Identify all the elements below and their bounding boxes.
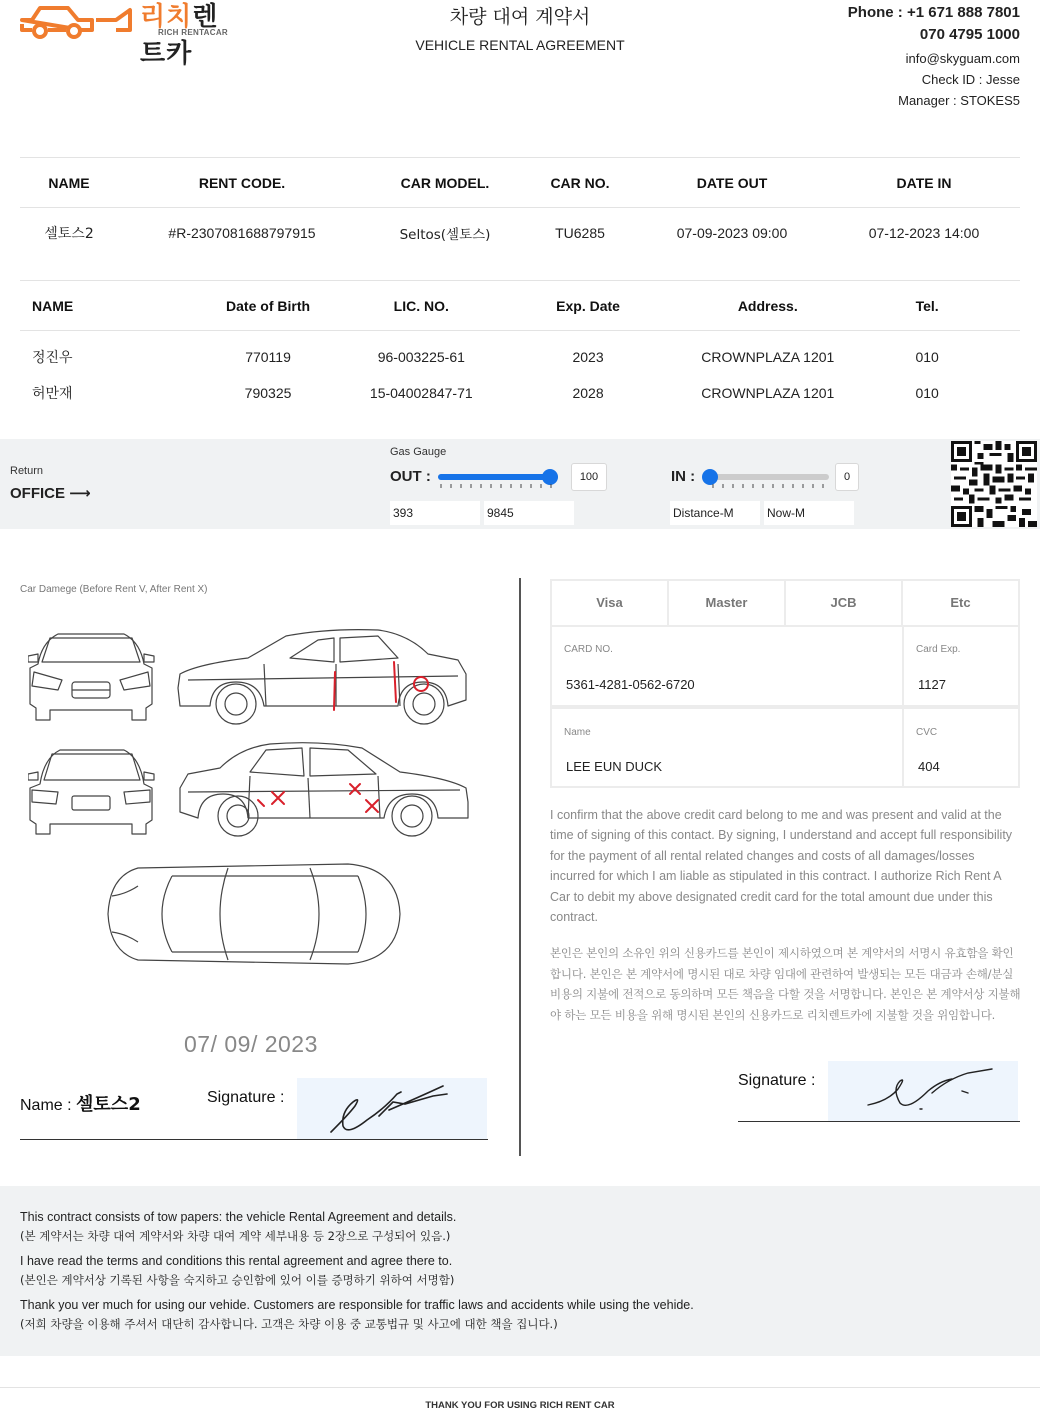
- title-korean: 차량 대여 계약서: [449, 6, 591, 28]
- card-holder-field[interactable]: [550, 707, 902, 788]
- car-model-cell: Seltos(셀토스): [399, 226, 491, 243]
- gas-in-value: 0: [835, 463, 859, 491]
- card-signature-line: [738, 1121, 1020, 1122]
- exp-date-cell: 2028: [572, 384, 604, 401]
- signer-name: Name : 셀토스2: [20, 1094, 141, 1115]
- card-holder-label: Name: [564, 727, 591, 738]
- driver-name-cell: 허만재: [32, 385, 73, 402]
- qr-code-icon: [950, 441, 1038, 527]
- gas-out-value: 100: [571, 463, 607, 491]
- card-type-visa[interactable]: Visa: [552, 581, 669, 625]
- col-header: Tel.: [834, 281, 1020, 331]
- signature-label: Signature :: [207, 1089, 285, 1106]
- col-header: RENT CODE.: [118, 158, 366, 208]
- rent-code-cell: #R-2307081688797915: [168, 224, 316, 241]
- table-row: [20, 208, 1020, 258]
- notice-line-en: Thank you ver much for using our vehide. Customers are responsible for traffic laws and accidents while using the vehide.: [20, 1298, 694, 1312]
- car-front-view-icon: [28, 634, 154, 720]
- gas-in-slider[interactable]: [704, 474, 829, 480]
- rental-header-row: [20, 158, 1020, 208]
- title-english: VEHICLE RENTAL AGREEMENT: [415, 37, 625, 53]
- col-header: DATE OUT: [636, 158, 828, 208]
- signature-image: [297, 1078, 487, 1140]
- notice-line-ko: (본 계약서는 차량 대여 계약서와 차량 대여 계약 세부내용 등 2장으로 구성되어 있음.): [20, 1229, 451, 1243]
- footer-thanks: THANK YOU FOR USING RICH RENT CAR: [425, 1400, 615, 1411]
- damage-mark-x: [272, 792, 284, 804]
- arrow-right-icon: ⟶: [69, 485, 91, 502]
- col-header: CAR MODEL.: [366, 158, 524, 208]
- damage-mark-before: [334, 672, 335, 710]
- card-confirm-english: I confirm that the above credit card belong to me and was present and valid at the time of signing of this contact. By signing, I understand and accept full responsibility for the payment of all rental related changes and costs of all damages/losses incurred for which I am liable as stipulated in this contract. I authorize Rich Rent A Car to debit my above designated credit card for the total amount due under this contract.: [550, 808, 1013, 925]
- notice-line-ko: (저희 차량을 이용해 주셔서 대단히 감사합니다. 고객은 차량 이용 중 교통법규 및 사고에 대한 책을 집니다.): [20, 1317, 558, 1331]
- tel-cell: 010: [915, 348, 939, 365]
- card-exp-field[interactable]: [902, 627, 1020, 707]
- card-type-jcb[interactable]: JCB: [786, 581, 903, 625]
- date-out-cell: 07-09-2023 09:00: [676, 224, 788, 241]
- gas-out-slider-handle[interactable]: [542, 469, 558, 485]
- col-header: LIC. NO.: [368, 281, 475, 331]
- col-header: CAR NO.: [524, 158, 636, 208]
- car-rear-view-icon: [28, 750, 154, 834]
- col-header: NAME: [20, 281, 168, 331]
- card-type-etc[interactable]: Etc: [950, 595, 971, 610]
- email-text: info@skyguam.com: [905, 51, 1020, 66]
- logo-subtitle: RICH RENTACAR: [158, 28, 228, 37]
- date-in-cell: 07-12-2023 14:00: [868, 224, 980, 241]
- gas-out-label: OUT :: [390, 468, 431, 485]
- mileage-field[interactable]: 9845: [484, 501, 574, 525]
- contact-info: [848, 4, 1020, 111]
- driver-name-cell: 정진우: [32, 349, 73, 366]
- phone-primary: Phone : +1 671 888 7801: [847, 4, 1020, 21]
- document-header: [0, 0, 1040, 140]
- gas-in-slider-handle[interactable]: [702, 469, 718, 485]
- card-exp-value: 1127: [918, 677, 946, 692]
- manager-text: Manager : STOKES5: [898, 93, 1020, 108]
- card-type-selector: [550, 579, 1020, 627]
- card-holder-value: LEE EUN DUCK: [566, 759, 663, 774]
- table-row: [20, 375, 1020, 411]
- damage-mark-x: [350, 784, 360, 794]
- signature-pad[interactable]: [297, 1078, 487, 1140]
- distance-field[interactable]: Distance-M: [670, 501, 760, 525]
- address-cell: CROWNPLAZA 1201: [701, 348, 835, 365]
- card-number-value: 5361-4281-0562-6720: [566, 677, 695, 692]
- card-signature-pad[interactable]: [828, 1061, 1018, 1121]
- damage-marks: [258, 662, 428, 812]
- card-cvc-field[interactable]: [902, 707, 1020, 788]
- notice-line-en: This contract consists of tow papers: the vehicle Rental Agreement and details.: [20, 1210, 457, 1224]
- renter-name-cell: 셀토스2: [44, 225, 94, 242]
- gas-in-label: IN :: [671, 468, 696, 485]
- col-header: Date of Birth: [168, 281, 367, 331]
- drivers-header-row: [20, 281, 1020, 331]
- damage-mark-before: [394, 662, 396, 702]
- col-header: Exp. Date: [475, 281, 701, 331]
- damage-mark-before: [258, 800, 264, 806]
- footer-divider: [0, 1387, 1040, 1388]
- address-cell: CROWNPLAZA 1201: [701, 384, 835, 401]
- check-id-text: Check ID : Jesse: [921, 72, 1020, 87]
- gas-gauge-panel: [0, 439, 1040, 529]
- damage-legend: Car Damege (Before Rent V, After Rent X): [20, 584, 208, 595]
- col-header: DATE IN: [828, 158, 1020, 208]
- tel-cell: 010: [915, 384, 939, 401]
- car-left-side-view-icon: [180, 743, 468, 836]
- license-cell: 15-04002847-71: [369, 384, 473, 401]
- mileage-field[interactable]: 393: [390, 501, 480, 525]
- return-location: OFFICE ⟶: [10, 485, 91, 502]
- slider-ticks: [712, 484, 830, 488]
- card-cvc-label: CVC: [916, 727, 938, 738]
- drivers-table: [20, 280, 1020, 411]
- dob-cell: 790325: [244, 384, 292, 401]
- slider-ticks: [440, 484, 558, 488]
- return-label: Return: [10, 465, 44, 477]
- car-damage-diagram[interactable]: [28, 624, 478, 984]
- phone-secondary: 070 4795 1000: [919, 26, 1020, 43]
- col-header: Address.: [701, 281, 834, 331]
- card-exp-label: Card Exp.: [916, 644, 961, 655]
- card-number-field[interactable]: [550, 627, 902, 707]
- contract-notice: [0, 1186, 1040, 1356]
- dob-cell: 770119: [245, 348, 291, 365]
- col-header: NAME: [20, 158, 118, 208]
- signature-line: [20, 1139, 488, 1140]
- logo-wordmark: 리치렌트카: [140, 2, 219, 69]
- car-no-cell: TU6285: [555, 224, 605, 241]
- card-signature-label: Signature :: [738, 1072, 816, 1089]
- now-mileage-field[interactable]: Now-M: [764, 501, 854, 525]
- notice-line-en: I have read the terms and conditions this rental agreement and agree there to.: [20, 1254, 453, 1268]
- card-confirm-korean: 본인은 본인의 소유인 위의 신용카드를 본인이 제시하였으며 본 계약서의 서명시 유효함을 확인합니다. 본인은 본 계약서에 명시된 대로 차량 임대에 관련하여 발생되는 모든 대금과 손해/분실비용의 지불에 전적으로 동의하며 모든 책음을 다할 것을 서명합니다. 본인은 본 계약서상 지불해야 하는 모든 비용을 위해 명시된 본인의 신용카드로 리치렌트카에 지불할 것을 위임합니다.: [550, 946, 1021, 1022]
- contract-date: 07/ 09/ 2023: [184, 1031, 318, 1057]
- gas-gauge-label: Gas Gauge: [390, 446, 447, 458]
- car-top-view-icon: [108, 864, 400, 964]
- card-cvc-value: 404: [918, 759, 940, 774]
- gas-out-slider[interactable]: [438, 474, 558, 480]
- exp-date-cell: 2023: [572, 348, 604, 365]
- damage-mark-x: [366, 800, 378, 812]
- column-divider: [519, 578, 521, 1156]
- card-number-label: CARD NO.: [564, 644, 613, 655]
- card-signature-image: [828, 1061, 1018, 1121]
- notice-line-ko: (본인은 계약서상 기록된 사항을 숙지하고 승인함에 있어 이를 증명하기 위하여 서명함): [20, 1273, 455, 1287]
- table-row: [20, 339, 1020, 375]
- license-cell: 96-003225-61: [377, 348, 465, 365]
- rental-info-table: [20, 157, 1020, 258]
- card-type-master[interactable]: Master: [669, 581, 786, 625]
